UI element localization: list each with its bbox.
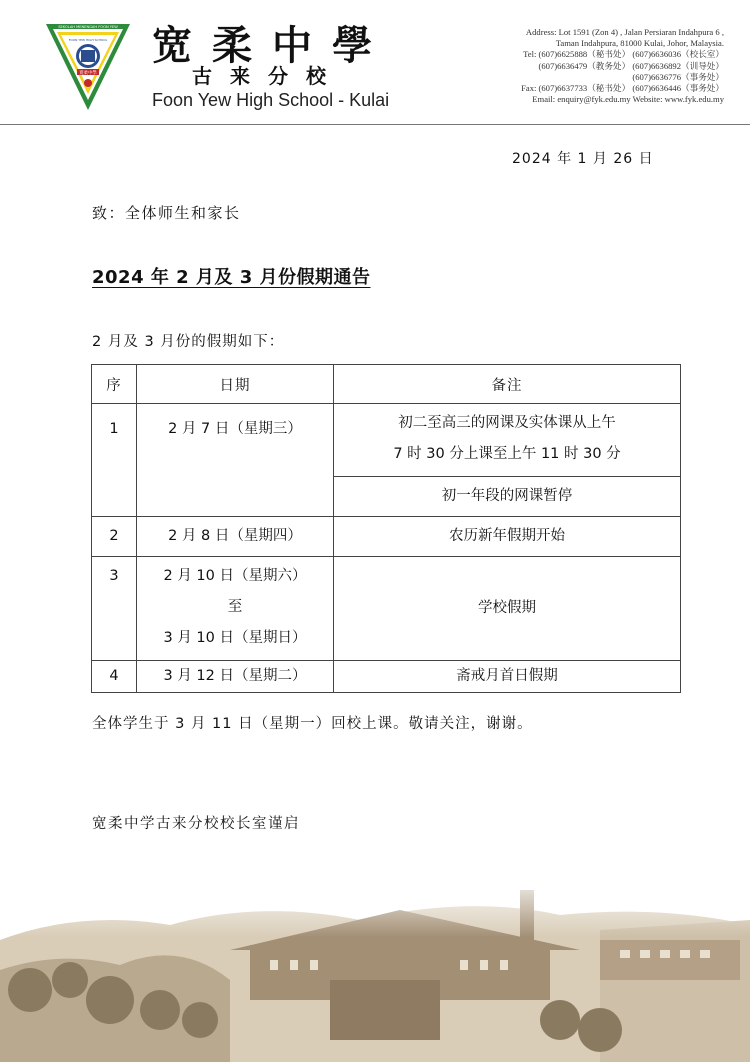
- header-cell-date: 日期: [137, 365, 334, 404]
- row-date: 2 月 8 日（星期四）: [137, 517, 334, 557]
- header-cell-remarks: 备注: [334, 365, 681, 404]
- row-remark: 学校假期: [334, 557, 681, 661]
- row-date: 2 月 10 日（星期六） 至 3 月 10 日（星期日）: [137, 557, 334, 661]
- row-number: 1: [92, 404, 137, 517]
- row-date: 2 月 7 日（星期三）: [137, 404, 334, 517]
- table-row: [92, 557, 681, 661]
- row-remark: 斋戒月首日假期: [334, 661, 681, 693]
- notice-closing: 全体学生于 3 月 11 日（星期一）回校上课。敬请关注，谢谢。: [92, 716, 533, 732]
- logo-cn-text: 寬柔中學: [79, 70, 97, 76]
- table-row: [92, 404, 681, 477]
- row-remark: 农历新年假期开始: [334, 517, 681, 557]
- row-remark: 初一年段的网课暂停: [334, 477, 681, 517]
- school-logo: [44, 20, 132, 112]
- row-number: 4: [92, 661, 137, 693]
- table-header-row: [92, 365, 681, 404]
- school-name-cn: 宽柔中學: [152, 22, 392, 69]
- contact-line: Taman Indahpura, 81000 Kulai, Johor, Malaysia.: [555, 38, 724, 49]
- logo-sub-text: FOON YEW HIGH SCHOOL: [68, 38, 108, 42]
- contact-line: Address: Lot 1591 (Zon 4) , Jalan Persiaran Indahpura 6 ,: [525, 27, 724, 37]
- contact-line: (607)6636479（教务处） (607)6636892（训导处）: [538, 60, 724, 71]
- holiday-table: [91, 364, 681, 693]
- contact-line: (607)6636776（事务处）: [632, 71, 724, 82]
- logo-ring-text: SEKOLAH MENENGAH FOON YEW: [58, 25, 118, 30]
- notice-title: 2024 年 2 月及 3 月份假期通告: [92, 267, 371, 288]
- notice-recipient: 致：全体师生和家长: [92, 204, 241, 222]
- row-number: 2: [92, 517, 137, 557]
- contact-line: Tel: (607)6625888（秘书处） (607)6636036（校长室）: [523, 49, 724, 60]
- header-cell-no: 序: [92, 365, 137, 404]
- school-branch-cn: 古来分校: [192, 64, 344, 88]
- row-date: 3 月 12 日（星期二）: [137, 661, 334, 693]
- contact-block: [476, 27, 724, 105]
- row-remark: 初二至高三的网课及实体课从上午 7 时 30 分上课至上午 11 时 30 分: [334, 404, 681, 477]
- header-divider: [0, 124, 750, 125]
- row-number: 3: [92, 557, 137, 661]
- notice-signature: 宽柔中学古来分校校长室谨启: [92, 816, 300, 832]
- table-row: [92, 661, 681, 693]
- table-row: [92, 517, 681, 557]
- notice-date: 2024 年 1 月 26 日: [512, 151, 654, 167]
- contact-line: Email: enquiry@fyk.edu.my Website: www.fyk.edu.my: [532, 94, 724, 105]
- notice-intro: 2 月及 3 月份的假期如下：: [92, 334, 285, 350]
- school-name-en: Foon Yew High School - Kulai: [152, 90, 390, 110]
- contact-line: Fax: (607)6637733（秘书处） (607)6636446（事务处）: [521, 83, 724, 94]
- campus-illustration: [0, 870, 750, 1062]
